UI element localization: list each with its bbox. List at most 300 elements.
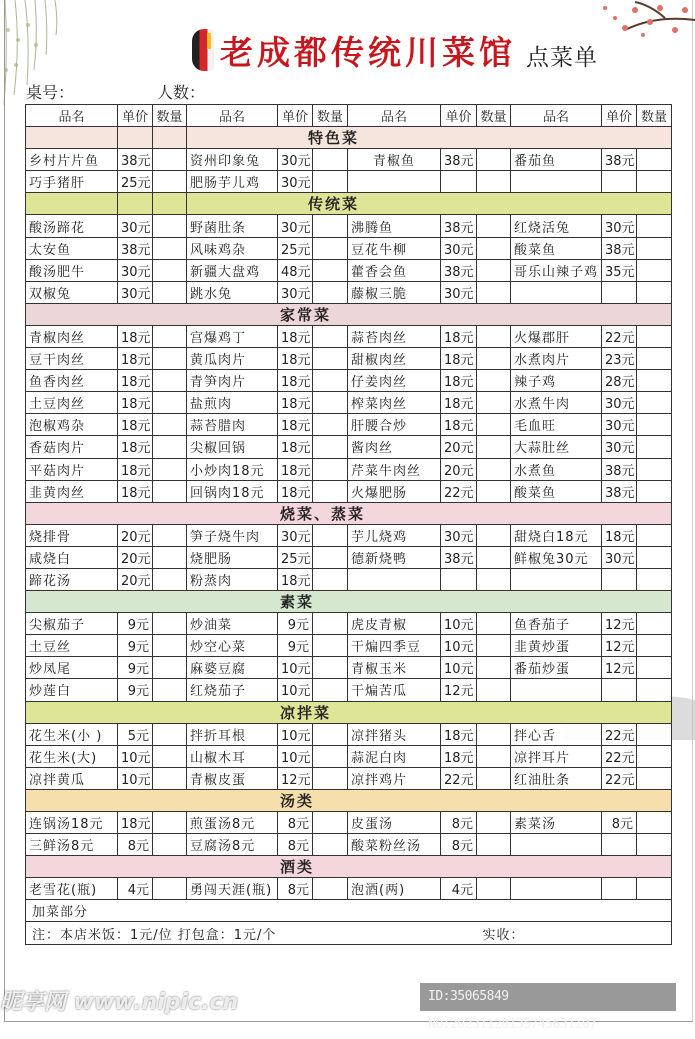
dish-name: 煎蛋汤8元: [187, 812, 278, 834]
column-header: 数量: [637, 105, 672, 127]
dish-name: 大蒜肚丝: [511, 436, 602, 458]
quantity-cell[interactable]: [477, 436, 511, 458]
menu-row: [26, 723, 672, 745]
dish-name: 水煮肉片: [511, 348, 602, 370]
quantity-cell[interactable]: [153, 259, 187, 281]
dish-price: 35元: [602, 259, 637, 281]
dish-price: 4元: [441, 878, 477, 900]
dish-name: 乡村片片鱼: [26, 149, 118, 171]
menu-row: [26, 325, 672, 347]
dish-price: 12元: [441, 679, 477, 701]
quantity-cell[interactable]: [477, 215, 511, 237]
dish-price: 18元: [278, 325, 313, 347]
dish-name: 拌折耳根: [187, 723, 278, 745]
menu-table: [25, 104, 672, 945]
menu-row: [26, 812, 672, 834]
restaurant-name: 老成都传统川菜馆: [220, 32, 516, 72]
quantity-cell[interactable]: [313, 149, 348, 171]
quantity-cell[interactable]: [153, 436, 187, 458]
footer-row: [26, 922, 672, 944]
dish-price: 30元: [441, 524, 477, 546]
dish-name: 蒜苔肉丝: [348, 325, 441, 347]
quantity-cell[interactable]: [153, 524, 187, 546]
quantity-cell[interactable]: [313, 524, 348, 546]
dish-name: 风味鸡杂: [187, 237, 278, 259]
dish-price: 20元: [441, 436, 477, 458]
dish-name: 土豆丝: [26, 635, 118, 657]
quantity-cell[interactable]: [153, 237, 187, 259]
quantity-cell[interactable]: [477, 723, 511, 745]
dish-price: 5元: [118, 723, 153, 745]
quantity-cell[interactable]: [637, 458, 672, 480]
dish-name: 甜椒肉丝: [348, 348, 441, 370]
quantity-cell[interactable]: [477, 171, 511, 193]
section-title: 汤类: [26, 789, 672, 811]
quantity-cell[interactable]: [153, 480, 187, 502]
quantity-cell[interactable]: [153, 568, 187, 590]
dish-price: 18元: [441, 348, 477, 370]
dish-name: 尖椒茄子: [26, 613, 118, 635]
quantity-cell[interactable]: [153, 171, 187, 193]
quantity-cell[interactable]: [153, 812, 187, 834]
dish-price: 22元: [602, 325, 637, 347]
quantity-cell[interactable]: [313, 635, 348, 657]
quantity-cell[interactable]: [153, 878, 187, 900]
dish-price: 25元: [278, 237, 313, 259]
dish-name: [511, 281, 602, 303]
quantity-cell[interactable]: [153, 215, 187, 237]
menu-row: [26, 259, 672, 281]
dish-name: 哥乐山辣子鸡: [511, 259, 602, 281]
dish-name: 仔姜肉丝: [348, 370, 441, 392]
dish-name: 芋儿烧鸡: [348, 524, 441, 546]
quantity-cell[interactable]: [477, 149, 511, 171]
quantity-cell[interactable]: [477, 392, 511, 414]
dish-price: 12元: [602, 613, 637, 635]
section-header-row: [26, 701, 672, 723]
quantity-cell[interactable]: [153, 679, 187, 701]
dish-name: 回锅肉18元: [187, 480, 278, 502]
quantity-cell[interactable]: [313, 767, 348, 789]
dish-name: [511, 679, 602, 701]
dish-name: 拌心舌: [511, 723, 602, 745]
quantity-cell[interactable]: [313, 281, 348, 303]
dish-name: 花生米(小 ): [26, 723, 118, 745]
dish-name: 双椒兔: [26, 281, 118, 303]
quantity-cell[interactable]: [477, 812, 511, 834]
quantity-cell[interactable]: [153, 657, 187, 679]
dish-price: 30元: [278, 171, 313, 193]
quantity-cell[interactable]: [637, 149, 672, 171]
quantity-cell[interactable]: [637, 524, 672, 546]
dish-price: [602, 568, 637, 590]
dish-name: 盐煎肉: [187, 392, 278, 414]
dish-price: 8元: [441, 812, 477, 834]
dish-price: 18元: [278, 458, 313, 480]
quantity-cell[interactable]: [637, 568, 672, 590]
quantity-cell[interactable]: [313, 812, 348, 834]
amount-received-label: 实收：: [477, 922, 672, 944]
dish-name: 酸菜鱼: [511, 480, 602, 502]
dish-name: 肥肠芋儿鸡: [187, 171, 278, 193]
dish-price: 30元: [118, 259, 153, 281]
dish-name: [348, 568, 441, 590]
quantity-cell[interactable]: [477, 657, 511, 679]
quantity-cell[interactable]: [477, 348, 511, 370]
dish-name: 酸菜鱼: [511, 237, 602, 259]
quantity-cell[interactable]: [313, 679, 348, 701]
dish-name: 泡酒(两): [348, 878, 441, 900]
quantity-cell[interactable]: [477, 458, 511, 480]
menu-row: [26, 524, 672, 546]
dish-name: 香菇肉片: [26, 436, 118, 458]
dish-price: 18元: [602, 524, 637, 546]
section-blank-cell: [118, 193, 153, 215]
quantity-cell[interactable]: [153, 348, 187, 370]
quantity-cell[interactable]: [153, 370, 187, 392]
dish-price: 30元: [602, 546, 637, 568]
dish-price: 10元: [278, 679, 313, 701]
quantity-cell[interactable]: [153, 613, 187, 635]
dish-price: 38元: [441, 259, 477, 281]
quantity-cell[interactable]: [477, 370, 511, 392]
section-blank-cell: [118, 127, 153, 149]
menu-row: [26, 392, 672, 414]
quantity-cell[interactable]: [313, 834, 348, 856]
section-blank-cell: [153, 127, 187, 149]
quantity-cell[interactable]: [637, 723, 672, 745]
dish-name: 蹄花汤: [26, 568, 118, 590]
dish-name: 尖椒回锅: [187, 436, 278, 458]
dish-name: 黄瓜肉片: [187, 348, 278, 370]
dish-name: 火爆郡肝: [511, 325, 602, 347]
dish-name: 毛血旺: [511, 414, 602, 436]
dish-price: 22元: [441, 480, 477, 502]
dish-price: 18元: [118, 414, 153, 436]
menu-row: [26, 149, 672, 171]
quantity-cell[interactable]: [637, 767, 672, 789]
quantity-cell[interactable]: [637, 657, 672, 679]
dish-name: 番茄炒蛋: [511, 657, 602, 679]
section-title: 素菜: [26, 591, 672, 613]
dish-price: 8元: [278, 812, 313, 834]
dish-price: 10元: [278, 745, 313, 767]
quantity-cell[interactable]: [477, 635, 511, 657]
quantity-cell[interactable]: [637, 635, 672, 657]
quantity-cell[interactable]: [313, 392, 348, 414]
dish-name: 花生米(大): [26, 745, 118, 767]
dish-name: 鱼香茄子: [511, 613, 602, 635]
dish-name: [511, 171, 602, 193]
dish-price: 10元: [441, 613, 477, 635]
menu-row: [26, 281, 672, 303]
dish-price: 18元: [118, 480, 153, 502]
quantity-cell[interactable]: [313, 568, 348, 590]
quantity-cell[interactable]: [153, 325, 187, 347]
quantity-cell[interactable]: [477, 613, 511, 635]
quantity-cell[interactable]: [313, 348, 348, 370]
menu-row: [26, 657, 672, 679]
quantity-cell[interactable]: [313, 480, 348, 502]
quantity-cell[interactable]: [153, 834, 187, 856]
dish-name: 野菌肚条: [187, 215, 278, 237]
column-header: 品名: [26, 105, 118, 127]
dish-name: [511, 834, 602, 856]
quantity-cell[interactable]: [477, 480, 511, 502]
menu-subtitle: 点菜单: [526, 44, 598, 71]
dish-price: 18元: [441, 414, 477, 436]
section-title: 特色菜: [187, 127, 672, 149]
menu-row: [26, 546, 672, 568]
dish-name: 新疆大盘鸡: [187, 259, 278, 281]
dish-name: 豆干肉丝: [26, 348, 118, 370]
column-header: 单价: [278, 105, 313, 127]
dish-name: [511, 878, 602, 900]
dish-price: 38元: [602, 237, 637, 259]
quantity-cell[interactable]: [153, 281, 187, 303]
quantity-cell[interactable]: [637, 414, 672, 436]
dish-price: 10元: [118, 767, 153, 789]
dish-price: 9元: [118, 679, 153, 701]
quantity-cell[interactable]: [637, 370, 672, 392]
column-header-row: [26, 105, 672, 127]
quantity-cell[interactable]: [153, 458, 187, 480]
dish-price: 10元: [441, 635, 477, 657]
dish-name: 红油肚条: [511, 767, 602, 789]
dish-price: 18元: [278, 414, 313, 436]
dish-name: 炒莲白: [26, 679, 118, 701]
extra-dishes-row: [26, 900, 672, 922]
menu-row: [26, 480, 672, 502]
quantity-cell[interactable]: [313, 657, 348, 679]
dish-name: 酸菜粉丝汤: [348, 834, 441, 856]
quantity-cell[interactable]: [637, 812, 672, 834]
quantity-cell[interactable]: [477, 834, 511, 856]
dish-price: 9元: [118, 635, 153, 657]
dish-name: 土豆肉丝: [26, 392, 118, 414]
dish-name: 勇闯天涯(瓶): [187, 878, 278, 900]
dish-price: 30元: [278, 281, 313, 303]
column-header: 数量: [313, 105, 348, 127]
quantity-cell[interactable]: [313, 171, 348, 193]
dish-price: 18元: [278, 370, 313, 392]
dish-name: 凉拌鸡片: [348, 767, 441, 789]
quantity-cell[interactable]: [637, 171, 672, 193]
dish-price: 30元: [602, 414, 637, 436]
quantity-cell[interactable]: [637, 878, 672, 900]
quantity-cell[interactable]: [313, 237, 348, 259]
menu-row: [26, 436, 672, 458]
extra-dishes-label[interactable]: 加菜部分: [26, 900, 672, 922]
quantity-cell[interactable]: [637, 613, 672, 635]
quantity-cell[interactable]: [153, 414, 187, 436]
dish-name: 宫爆鸡丁: [187, 325, 278, 347]
quantity-cell[interactable]: [637, 546, 672, 568]
section-title: 凉拌菜: [26, 701, 672, 723]
dish-name: 德新烧鸭: [348, 546, 441, 568]
column-header: 单价: [118, 105, 153, 127]
quantity-cell[interactable]: [477, 524, 511, 546]
dish-price: 12元: [602, 635, 637, 657]
dish-name: 皮蛋汤: [348, 812, 441, 834]
dish-price: 10元: [278, 657, 313, 679]
dish-price: 38元: [118, 237, 153, 259]
dish-name: [348, 171, 441, 193]
quantity-cell[interactable]: [313, 878, 348, 900]
dish-name: 干煸苦瓜: [348, 679, 441, 701]
menu-row: [26, 237, 672, 259]
dish-price: 9元: [118, 613, 153, 635]
dish-name: 藤椒三脆: [348, 281, 441, 303]
quantity-cell[interactable]: [153, 149, 187, 171]
dish-name: 炒油菜: [187, 613, 278, 635]
quantity-cell[interactable]: [153, 767, 187, 789]
dish-price: 4元: [118, 878, 153, 900]
quantity-cell[interactable]: [637, 834, 672, 856]
quantity-cell[interactable]: [477, 259, 511, 281]
quantity-cell[interactable]: [153, 392, 187, 414]
dish-name: 芹菜牛肉丝: [348, 458, 441, 480]
quantity-cell[interactable]: [637, 679, 672, 701]
dish-name: 水煮牛肉: [511, 392, 602, 414]
quantity-cell[interactable]: [153, 546, 187, 568]
dish-price: 8元: [602, 812, 637, 834]
dish-price: 18元: [118, 348, 153, 370]
dish-name: 豆花牛柳: [348, 237, 441, 259]
dish-name: 凉拌耳片: [511, 745, 602, 767]
quantity-cell[interactable]: [477, 767, 511, 789]
dish-name: 青椒肉丝: [26, 325, 118, 347]
quantity-cell[interactable]: [313, 546, 348, 568]
quantity-cell[interactable]: [313, 414, 348, 436]
quantity-cell[interactable]: [637, 745, 672, 767]
dish-name: 韭黄肉丝: [26, 480, 118, 502]
quantity-cell[interactable]: [637, 436, 672, 458]
dish-name: 沸腾鱼: [348, 215, 441, 237]
dish-name: 豆腐汤8元: [187, 834, 278, 856]
quantity-cell[interactable]: [637, 480, 672, 502]
dish-name: 凉拌猪头: [348, 723, 441, 745]
column-header: 数量: [477, 105, 511, 127]
quantity-cell[interactable]: [153, 723, 187, 745]
dish-price: 18元: [441, 392, 477, 414]
quantity-cell[interactable]: [637, 325, 672, 347]
dish-price: 38元: [118, 149, 153, 171]
quantity-cell[interactable]: [313, 259, 348, 281]
quantity-cell[interactable]: [637, 281, 672, 303]
quantity-cell[interactable]: [477, 237, 511, 259]
quantity-cell[interactable]: [153, 635, 187, 657]
dish-name: 鲜椒兔30元: [511, 546, 602, 568]
quantity-cell[interactable]: [313, 436, 348, 458]
dish-price: [602, 281, 637, 303]
dish-name: 粉蒸肉: [187, 568, 278, 590]
dish-price: 12元: [278, 767, 313, 789]
quantity-cell[interactable]: [153, 745, 187, 767]
section-blank-cell: [26, 193, 118, 215]
quantity-cell[interactable]: [477, 679, 511, 701]
dish-price: 30元: [278, 524, 313, 546]
dish-price: 22元: [602, 767, 637, 789]
dish-name: 跳水兔: [187, 281, 278, 303]
quantity-cell[interactable]: [313, 215, 348, 237]
quantity-cell[interactable]: [637, 259, 672, 281]
quantity-cell[interactable]: [477, 568, 511, 590]
quantity-cell[interactable]: [637, 392, 672, 414]
dish-price: 38元: [441, 546, 477, 568]
quantity-cell[interactable]: [477, 745, 511, 767]
quantity-cell[interactable]: [313, 745, 348, 767]
dish-name: 笋子烧牛肉: [187, 524, 278, 546]
dish-name: 青椒鱼: [348, 149, 441, 171]
dish-price: 22元: [441, 767, 477, 789]
dish-price: 25元: [278, 546, 313, 568]
dish-name: 凉拌黄瓜: [26, 767, 118, 789]
quantity-cell[interactable]: [313, 370, 348, 392]
section-header-row: [26, 502, 672, 524]
dish-name: 水煮鱼: [511, 458, 602, 480]
section-title: 家常菜: [26, 303, 672, 325]
dish-price: [602, 878, 637, 900]
quantity-cell[interactable]: [637, 215, 672, 237]
dish-price: 30元: [118, 281, 153, 303]
title-block: [192, 28, 598, 72]
quantity-cell[interactable]: [637, 348, 672, 370]
dish-price: 18元: [278, 568, 313, 590]
section-title: 酒类: [26, 856, 672, 878]
dish-price: 22元: [602, 745, 637, 767]
dish-name: 辣子鸡: [511, 370, 602, 392]
dish-price: 18元: [441, 370, 477, 392]
dish-price: 30元: [278, 149, 313, 171]
dish-name: 三鲜汤8元: [26, 834, 118, 856]
dish-price: [441, 568, 477, 590]
dish-price: 18元: [118, 392, 153, 414]
dish-name: 虎皮青椒: [348, 613, 441, 635]
quantity-cell[interactable]: [637, 237, 672, 259]
dish-name: 炒凤尾: [26, 657, 118, 679]
dish-name: 烧肥肠: [187, 546, 278, 568]
quantity-cell[interactable]: [477, 414, 511, 436]
quantity-cell[interactable]: [313, 723, 348, 745]
dish-price: 18元: [118, 812, 153, 834]
quantity-cell[interactable]: [313, 325, 348, 347]
dish-price: 18元: [118, 370, 153, 392]
quantity-cell[interactable]: [313, 458, 348, 480]
dish-name: 青笋肉片: [187, 370, 278, 392]
image-id-banner: ID:35065849 NO:20231128135745631107: [420, 983, 676, 1011]
dish-name: 咸烧白: [26, 546, 118, 568]
quantity-cell[interactable]: [477, 281, 511, 303]
dish-name: 老雪花(瓶): [26, 878, 118, 900]
dish-price: 18元: [118, 436, 153, 458]
dish-name: 青椒玉米: [348, 657, 441, 679]
dish-price: 30元: [602, 392, 637, 414]
quantity-cell[interactable]: [477, 546, 511, 568]
menu-row: [26, 834, 672, 856]
menu-row: [26, 348, 672, 370]
quantity-cell[interactable]: [477, 878, 511, 900]
dish-price: 18元: [118, 458, 153, 480]
dish-price: [602, 171, 637, 193]
dish-price: 18元: [278, 348, 313, 370]
dish-price: 20元: [441, 458, 477, 480]
column-header: 品名: [511, 105, 602, 127]
dish-price: 20元: [118, 524, 153, 546]
quantity-cell[interactable]: [313, 613, 348, 635]
quantity-cell[interactable]: [477, 325, 511, 347]
dish-name: 素菜汤: [511, 812, 602, 834]
